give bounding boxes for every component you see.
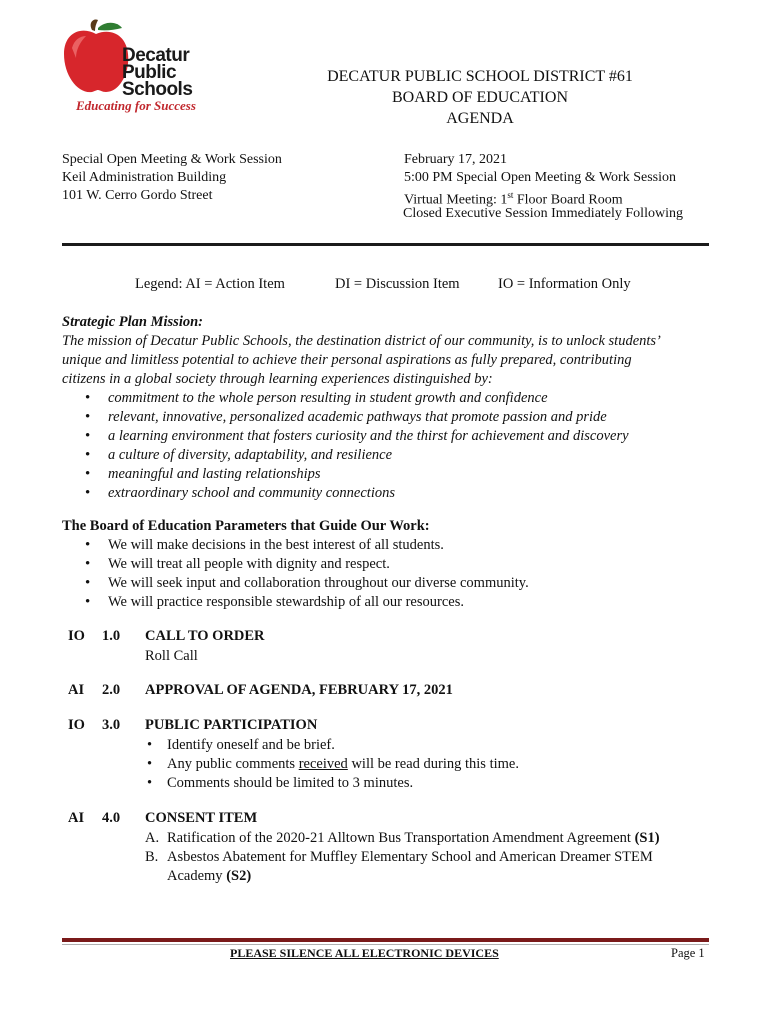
parameters-section: [62, 517, 702, 612]
legend-action: Legend: AI = Action Item: [135, 276, 285, 292]
mission-line: unique and limitless potential to achieve their personal aspirations as fully prepared, contributing: [62, 352, 632, 368]
list-item: • a learning environment that fosters curiosity and the thirst for achievement and discovery: [62, 427, 702, 446]
header-divider: [62, 243, 709, 246]
list-item: • Comments should be limited to 3 minutes.: [145, 774, 519, 793]
item-2-code: AI: [68, 682, 85, 698]
list-item: • We will make decisions in the best interest of all students.: [62, 536, 702, 555]
list-item: • Identify oneself and be brief.: [145, 736, 519, 755]
meeting-type: Special Open Meeting & Work Session: [62, 152, 282, 167]
list-item: • We will seek input and collaboration throughout our diverse community.: [62, 574, 702, 593]
mission-line: The mission of Decatur Public Schools, the destination district of our community, is to unlock students’: [62, 333, 661, 349]
list-item: • a culture of diversity, adaptability, and resilience: [62, 446, 702, 465]
closed-session: Closed Executive Session Immediately Following: [403, 206, 683, 221]
meeting-date: February 17, 2021: [404, 152, 508, 167]
meeting-address: 101 W. Cerro Gordo Street: [62, 188, 213, 203]
item-1-code: IO: [68, 628, 85, 644]
district-logo: [62, 18, 202, 126]
mission-section: [62, 313, 702, 503]
board-title: BOARD OF EDUCATION: [391, 89, 568, 106]
agenda-title: AGENDA: [446, 110, 514, 127]
logo-word-decatur: Decatur: [122, 45, 190, 66]
list-item: A. Ratification of the 2020-21 Alltown Bus Transportation Amendment Agreement (S1): [145, 830, 660, 846]
item-1-title: CALL TO ORDER: [145, 628, 265, 644]
meeting-building: Keil Administration Building: [62, 170, 227, 185]
list-item: • relevant, innovative, personalized academic pathways that promote passion and pride: [62, 408, 702, 427]
item-4-number: 4.0: [102, 810, 121, 826]
logo-word-public: Public: [122, 62, 177, 83]
list-item: • commitment to the whole person resulting in student growth and confidence: [62, 389, 702, 408]
item-2-title: APPROVAL OF AGENDA, FEBRUARY 17, 2021: [145, 682, 453, 698]
legend-information: IO = Information Only: [498, 276, 631, 292]
parameters-title: The Board of Education Parameters that Guide Our Work:: [62, 518, 430, 534]
meeting-time: 5:00 PM Special Open Meeting & Work Session: [404, 170, 676, 185]
page-number: Page 1: [671, 946, 705, 960]
district-title: DECATUR PUBLIC SCHOOL DISTRICT #61: [327, 68, 633, 85]
item-3-code: IO: [68, 717, 85, 733]
legend-discussion: DI = Discussion Item: [335, 276, 460, 292]
list-item: • We will treat all people with dignity and respect.: [62, 555, 702, 574]
footer-divider: [62, 938, 709, 942]
list-item: • meaningful and lasting relationships: [62, 465, 702, 484]
list-item: B. Asbestos Abatement for Muffley Elementary School and American Dreamer STEM Academy (S2): [145, 849, 653, 884]
logo-word-schools: Schools: [122, 79, 193, 100]
logo-tagline: Educating for Success: [76, 98, 196, 113]
list-item: • extraordinary school and community connections: [62, 484, 702, 503]
mission-bullets: [62, 389, 702, 503]
item-4-code: AI: [68, 810, 85, 826]
footer-notice: PLEASE SILENCE ALL ELECTRONIC DEVICES: [230, 946, 499, 960]
item-4-title: CONSENT ITEM: [145, 810, 258, 826]
mission-title: Strategic Plan Mission:: [62, 314, 203, 330]
list-item: • Any public comments received will be read during this time.: [145, 755, 519, 774]
list-item: • We will practice responsible stewardship of all our resources.: [62, 593, 702, 612]
footer-divider-thin: [62, 944, 709, 945]
item-2-number: 2.0: [102, 682, 121, 698]
mission-line: citizens in a global society through learning experiences distinguished by:: [62, 371, 493, 387]
item-1-number: 1.0: [102, 628, 121, 644]
parameters-bullets: [62, 536, 702, 612]
item-1-text: Roll Call: [145, 648, 198, 664]
item-3-number: 3.0: [102, 717, 121, 733]
item-4-subitems: [145, 829, 705, 886]
item-3-bullets: [145, 736, 519, 793]
meeting-virtual: Virtual Meeting: 1st Floor Board Room: [404, 190, 623, 208]
item-3-title: PUBLIC PARTICIPATION: [145, 717, 318, 733]
